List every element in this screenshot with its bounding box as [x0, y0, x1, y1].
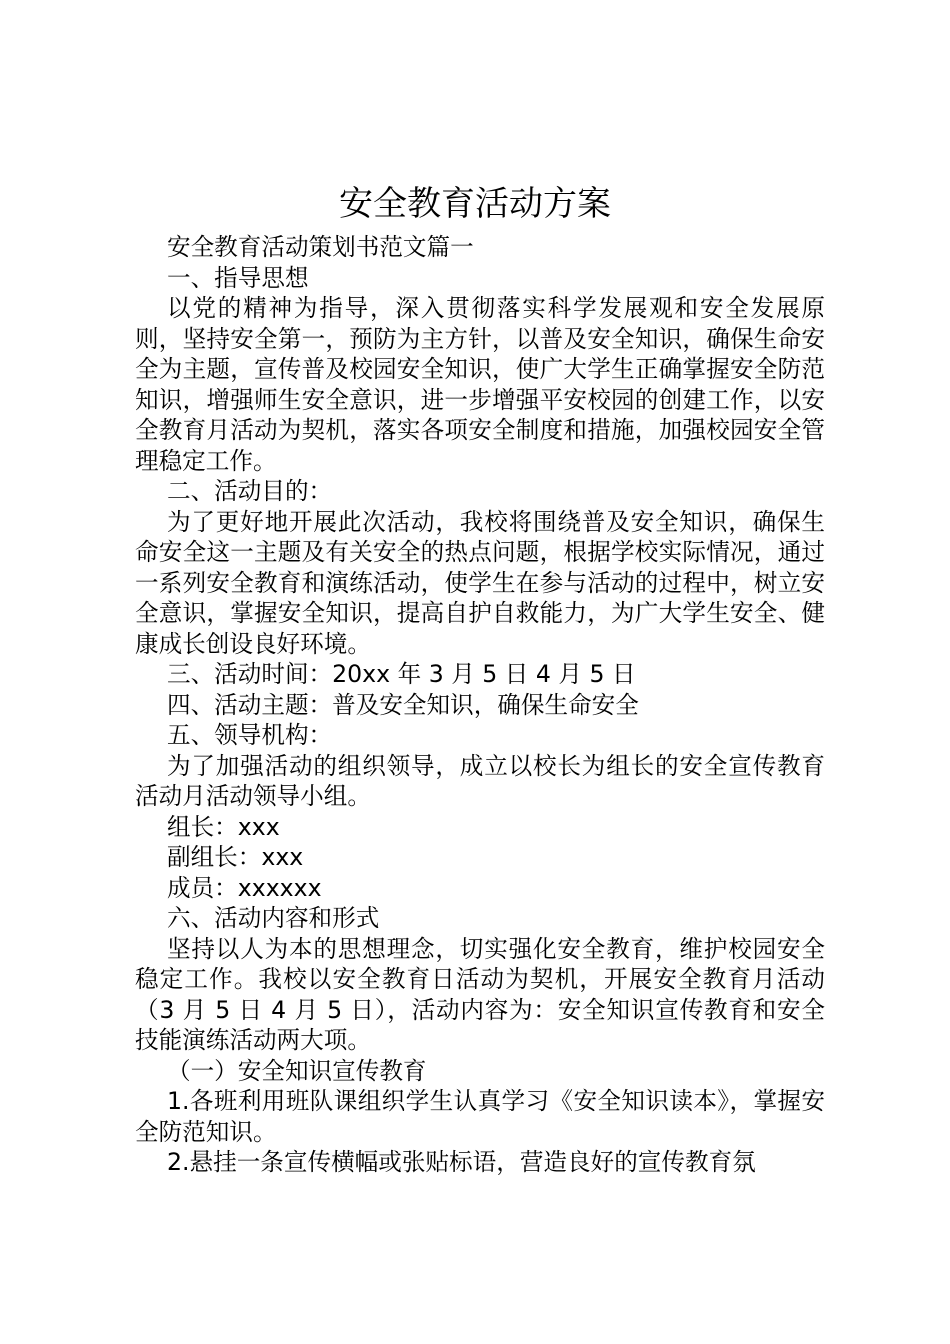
list-item: 1.各班利用班队课组织学生认真学习《安全知识读本》，掌握安全防范知识。 [135, 1087, 825, 1146]
body-paragraph: 坚持以人为本的思想理念，切实强化安全教育，维护校园安全稳定工作。我校以安全教育日活动为契机，开展安全教育月活动（3 月 5 日 4 月 5 日），活动内容为：安全知识宣传教育和安全技能演练活动两大项。 [135, 934, 825, 1054]
body-paragraph: 为了加强活动的组织领导，成立以校长为组长的安全宣传教育活动月活动领导小组。 [135, 751, 825, 810]
section-heading-purpose: 二、活动目的： [167, 477, 333, 505]
document-title: 安全教育活动方案 [339, 184, 611, 224]
body-paragraph: 以党的精神为指导，深入贯彻落实科学发展观和安全发展原则，坚持安全第一，预防为主方针，以普及安全知识，确保生命安全为主题，宣传普及校园安全知识，使广大学生正确掌握安全防范知识，增强师生安全意识，进一步增强平安校园的创建工作，以安全教育月活动为契机，落实各项安全制度和措施，加强校园安全管理稳定工作。 [135, 294, 825, 475]
members-line: 成员：xxxxxx [167, 873, 322, 902]
subtitle-paragraph: 安全教育活动策划书范文篇一 [167, 233, 474, 261]
subsection-heading: （一）安全知识宣传教育 [167, 1056, 427, 1085]
section-heading-content-form: 六、活动内容和形式 [167, 904, 380, 932]
section-heading-theme: 四、活动主题：普及安全知识，确保生命安全 [167, 690, 639, 719]
section-heading-guiding-thought: 一、指导思想 [167, 263, 309, 292]
section-heading-time: 三、活动时间：20xx 年 3 月 5 日 4 月 5 日 [167, 660, 636, 688]
deputy-leader-line: 副组长：xxx [167, 843, 304, 871]
leader-line: 组长：xxx [167, 812, 280, 841]
list-item: 2.悬挂一条宣传横幅或张贴标语，营造良好的宣传教育氛 [167, 1148, 756, 1176]
section-heading-leadership: 五、领导机构： [167, 721, 333, 749]
body-paragraph: 为了更好地开展此次活动，我校将围绕普及安全知识，确保生命安全这一主题及有关安全的热点问题，根据学校实际情况，通过一系列安全教育和演练活动，使学生在参与活动的过程中，树立安全意识，掌握安全知识，提高自护自救能力，为广大学生安全、健康成长创设良好环境。 [135, 507, 825, 658]
document-body [135, 232, 825, 1178]
